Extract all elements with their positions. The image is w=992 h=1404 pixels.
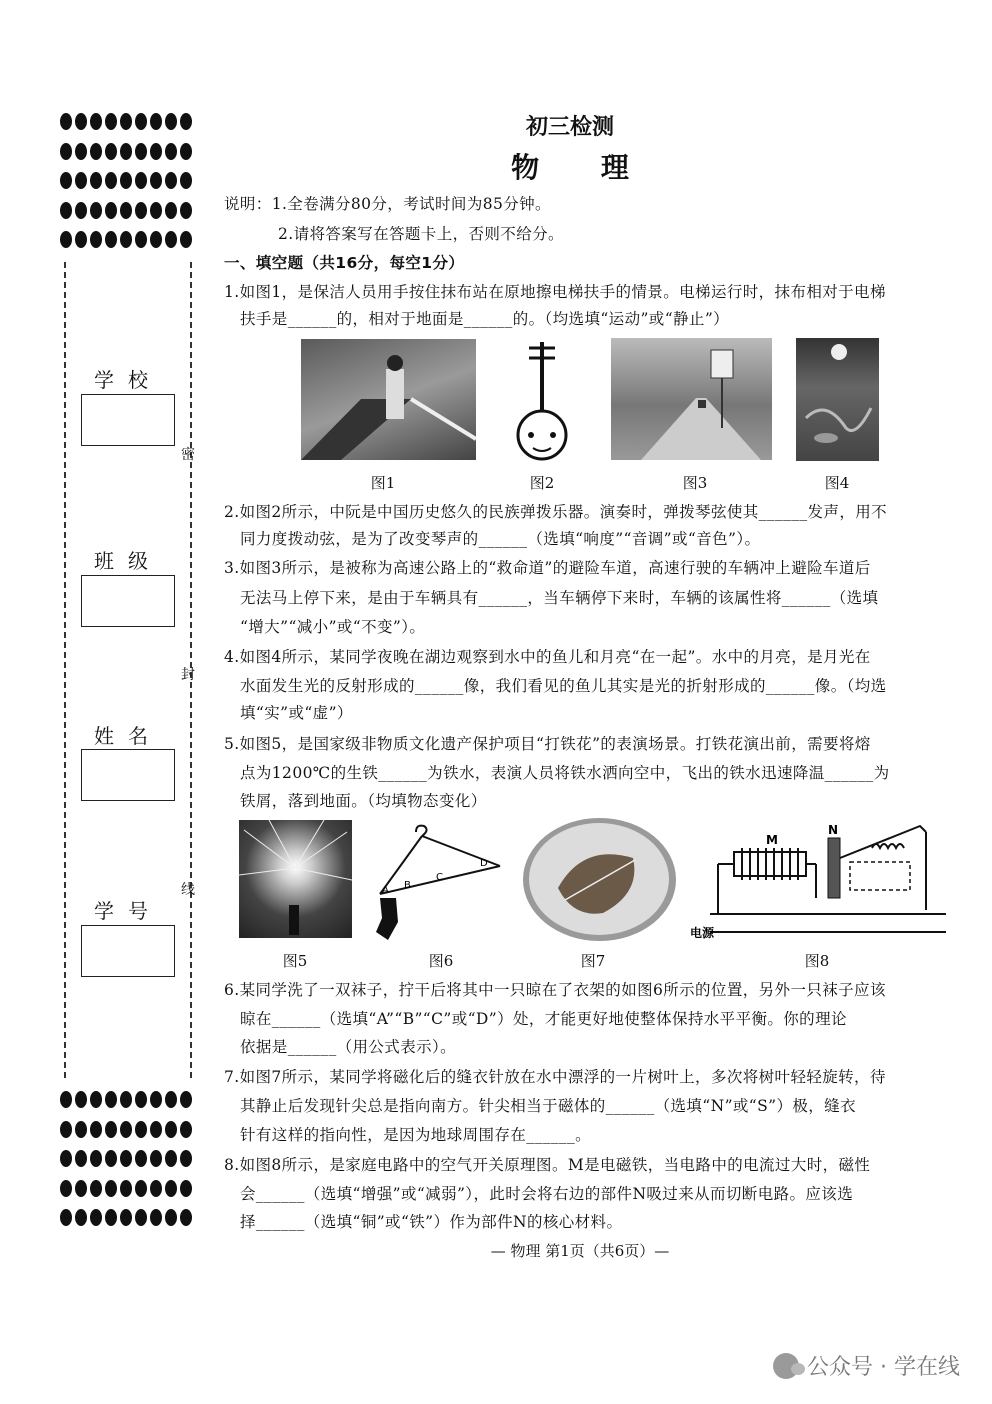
binding-dot: [150, 231, 162, 248]
q6-line-3: 依据是______（用公式表示）。: [240, 1038, 457, 1056]
binding-dot: [90, 1150, 102, 1167]
binding-dot: [180, 113, 192, 130]
school-box[interactable]: [81, 394, 175, 446]
binding-dot: [105, 1180, 117, 1197]
binding-dot: [120, 143, 132, 160]
binding-dot: [150, 1180, 162, 1197]
binding-dot: [60, 1091, 72, 1108]
q5-line-1: 5.如图5，是国家级非物质文化遗产保护项目“打铁花”的表演场景。打铁花演出前，需要将熔: [224, 735, 871, 753]
q8-line-2: 会______（选填“增强”或“减弱”），此时会将右边的部件N吸过来从而切断电路。应该选: [240, 1185, 854, 1203]
q7-line-1: 7.如图7所示，某同学将磁化后的缝衣针放在水中漂浮的一片树叶上，多次将树叶轻轻旋转，待: [224, 1068, 886, 1086]
q6-line-2: 晾在______（选填“A”“B”“C”或“D”）处，才能更好地使整体保持水平平衡。你的理论: [240, 1010, 847, 1028]
binding-dot: [150, 1121, 162, 1138]
binding-dot: [90, 143, 102, 160]
binding-dot: [165, 202, 177, 219]
binding-dot: [165, 1091, 177, 1108]
binding-dashed-line-left: [64, 262, 66, 1078]
binding-dot: [75, 1150, 87, 1167]
figure-4-caption: 图4: [824, 474, 850, 492]
name-box[interactable]: [81, 749, 175, 801]
binding-dot: [135, 1150, 147, 1167]
q7-line-3: 针有这样的指向性，是因为地球周围存在______。: [240, 1126, 592, 1144]
binding-dot: [90, 172, 102, 189]
school-label: 学校: [94, 368, 162, 392]
binding-dot-row: [60, 107, 200, 137]
q1-line-2: 扶手是______的，相对于地面是______的。（均选填“运动”或“静止”）: [240, 310, 730, 328]
binding-dot: [75, 1209, 87, 1226]
binding-dot: [60, 143, 72, 160]
binding-dot: [75, 1091, 87, 1108]
q8-line-3: 择______（选填“铜”或“铁”）作为部件N的核心材料。: [240, 1213, 623, 1231]
binding-dot: [135, 231, 147, 248]
figure-6-hanger-drawing: [368, 822, 506, 944]
q3-line-3: “增大”“减小”或“不变”）。: [240, 618, 426, 636]
page-footer: — 物理 第1页（共6页）—: [490, 1242, 670, 1260]
binding-dot: [75, 113, 87, 130]
q5-line-3: 铁屑，落到地面。（均填物态变化）: [240, 792, 487, 810]
binding-dot: [60, 231, 72, 248]
wechat-icon: [773, 1353, 799, 1379]
binding-dot-row: [60, 166, 200, 196]
binding-dot: [150, 1091, 162, 1108]
binding-dot: [120, 1091, 132, 1108]
binding-dot: [165, 143, 177, 160]
binding-dot-row: [60, 1174, 200, 1204]
binding-dot: [180, 1150, 192, 1167]
figure-6-caption: 图6: [428, 952, 454, 970]
student-no-box[interactable]: [81, 925, 175, 977]
watermark-text: 公众号 · 学在线: [807, 1355, 960, 1380]
binding-dot: [105, 202, 117, 219]
binding-dot-row: [60, 225, 200, 255]
binding-dot-row: [60, 1115, 200, 1145]
binding-dot: [180, 1091, 192, 1108]
binding-dot: [150, 172, 162, 189]
binding-dot: [60, 1121, 72, 1138]
fig8-label-m: M: [766, 833, 778, 847]
q2-line-2: 同力度拨动弦，是为了改变琴声的______（选填“响度”“音调”或“音色”）。: [240, 530, 761, 548]
q4-line-3: 填“实”或“虚”）: [240, 704, 353, 722]
figure-5-caption: 图5: [282, 952, 308, 970]
binding-dots-bottom: [60, 1085, 200, 1233]
binding-dot: [75, 143, 87, 160]
instruction-line-2: 2.请将答案写在答题卡上，否则不给分。: [278, 225, 564, 243]
q3-line-1: 3.如图3所示，是被称为高速公路上的“救命道”的避险车道，高速行驶的车辆冲上避险车道后: [224, 559, 871, 577]
binding-dot: [75, 172, 87, 189]
binding-dot: [165, 1150, 177, 1167]
binding-dot: [135, 1209, 147, 1226]
binding-dot: [135, 202, 147, 219]
cut-char-xian: 线: [181, 882, 195, 898]
class-box[interactable]: [81, 575, 175, 627]
figure-3-escape-lane-photo: [611, 338, 772, 460]
binding-dot-row: [60, 1085, 200, 1115]
binding-dot: [135, 1091, 147, 1108]
name-label: 姓名: [94, 724, 162, 748]
binding-dot: [120, 231, 132, 248]
figure-2-zhongruan-drawing: [515, 340, 569, 462]
binding-dot: [120, 1150, 132, 1167]
binding-dot: [60, 1180, 72, 1197]
figure-7-leaf-needle-photo: [523, 818, 676, 941]
binding-dot-row: [60, 137, 200, 167]
figure-8-caption: 图8: [804, 952, 830, 970]
subject-title: 物 理: [511, 151, 655, 184]
binding-dot: [105, 1209, 117, 1226]
binding-dot: [150, 113, 162, 130]
binding-dot-row: [60, 196, 200, 226]
binding-dot: [135, 1180, 147, 1197]
binding-dot: [75, 202, 87, 219]
figure-4-moon-fish-photo: [796, 338, 879, 461]
q6-line-1: 6.某同学洗了一双袜子，拧干后将其中一只晾在了衣架的如图6所示的位置，另外一只袜子应该: [224, 981, 886, 999]
q4-line-2: 水面发生光的反射形成的______像，我们看见的鱼儿其实是光的折射形成的______像。（均选: [240, 677, 887, 695]
q3-line-2: 无法马上停下来，是由于车辆具有______，当车辆停下来时，车辆的该属性将______（选填: [240, 589, 879, 607]
fig8-label-power: 电源: [690, 926, 715, 940]
binding-dot: [60, 1209, 72, 1226]
figure-2-caption: 图2: [529, 474, 555, 492]
fig8-label-n: N: [828, 823, 839, 837]
binding-dot: [150, 143, 162, 160]
binding-dot: [135, 113, 147, 130]
wechat-watermark: [773, 1350, 960, 1381]
binding-dot: [180, 1121, 192, 1138]
class-label: 班级: [94, 549, 162, 573]
section-heading: 一、填空题（共16分，每空1分）: [224, 254, 465, 272]
binding-dot: [105, 113, 117, 130]
binding-dot: [60, 202, 72, 219]
binding-dot-row: [60, 1203, 200, 1233]
binding-dot: [165, 172, 177, 189]
figure-7-caption: 图7: [580, 952, 606, 970]
binding-dot: [135, 1121, 147, 1138]
binding-dot: [135, 172, 147, 189]
binding-dot: [120, 1209, 132, 1226]
exam-title: 初三检测: [525, 115, 614, 140]
binding-dot: [105, 1150, 117, 1167]
binding-dot: [75, 1180, 87, 1197]
figure-1-caption: 图1: [370, 474, 396, 492]
q7-line-2: 其静止后发现针尖总是指向南方。针尖相当于磁体的______（选填“N”或“S”）极，缝衣: [240, 1097, 856, 1115]
binding-dot: [165, 1209, 177, 1226]
binding-dot: [180, 1180, 192, 1197]
binding-dot: [165, 1121, 177, 1138]
cut-char-feng: 封: [181, 667, 195, 683]
binding-dot: [180, 172, 192, 189]
binding-dot: [105, 1121, 117, 1138]
figure-8-air-switch-diagram: [690, 822, 950, 942]
binding-dot: [105, 172, 117, 189]
binding-dot: [60, 113, 72, 130]
cut-char-mi: 密: [181, 447, 195, 463]
binding-dot: [105, 231, 117, 248]
binding-dot: [90, 202, 102, 219]
binding-dot: [120, 1121, 132, 1138]
binding-dot: [75, 1121, 87, 1138]
binding-dot: [90, 1180, 102, 1197]
fig6-label-b: B: [404, 880, 411, 891]
binding-dot: [180, 1209, 192, 1226]
binding-dot: [150, 1209, 162, 1226]
binding-dot: [150, 202, 162, 219]
binding-dot: [60, 172, 72, 189]
binding-dot: [90, 1209, 102, 1226]
binding-dot-row: [60, 1144, 200, 1174]
binding-dot: [90, 231, 102, 248]
binding-dot: [135, 143, 147, 160]
binding-dot: [180, 143, 192, 160]
figure-1-escalator-photo: [301, 339, 476, 460]
figure-5-iron-flower-photo: [239, 820, 352, 938]
binding-dot: [120, 202, 132, 219]
binding-dot: [165, 231, 177, 248]
binding-dot: [105, 1091, 117, 1108]
figure-3-caption: 图3: [682, 474, 708, 492]
binding-dot: [60, 1150, 72, 1167]
binding-dot: [150, 1150, 162, 1167]
q4-line-1: 4.如图4所示，某同学夜晚在湖边观察到水中的鱼儿和月亮“在一起”。水中的月亮，是月光在: [224, 648, 871, 666]
instruction-line-1: 说明：1.全卷满分80分，考试时间为85分钟。: [224, 195, 551, 213]
q2-line-1: 2.如图2所示，中阮是中国历史悠久的民族弹拨乐器。演奏时，弹拨琴弦使其______发声，用不: [224, 503, 888, 521]
fig6-label-a: A: [382, 885, 389, 896]
binding-dot: [75, 231, 87, 248]
q5-line-2: 点为1200℃的生铁______为铁水，表演人员将铁水洒向空中，飞出的铁水迅速降温______为: [240, 764, 890, 782]
binding-dot: [180, 231, 192, 248]
student-no-label: 学号: [94, 899, 162, 923]
binding-dot: [120, 172, 132, 189]
binding-dot: [120, 1180, 132, 1197]
binding-dot: [105, 143, 117, 160]
q1-line-1: 1.如图1，是保洁人员用手按住抹布站在原地擦电梯扶手的情景。电梯运行时，抹布相对于电梯: [224, 283, 886, 301]
binding-dots-top: [60, 107, 200, 255]
fig6-label-d: D: [480, 858, 488, 869]
binding-dot: [90, 1121, 102, 1138]
binding-dot: [180, 202, 192, 219]
binding-dot: [120, 113, 132, 130]
q8-line-1: 8.如图8所示，是家庭电路中的空气开关原理图。M是电磁铁，当电路中的电流过大时，磁性: [224, 1156, 871, 1174]
binding-dot: [90, 113, 102, 130]
binding-dot: [165, 113, 177, 130]
binding-dot: [90, 1091, 102, 1108]
fig6-label-c: C: [436, 872, 443, 883]
binding-dot: [165, 1180, 177, 1197]
